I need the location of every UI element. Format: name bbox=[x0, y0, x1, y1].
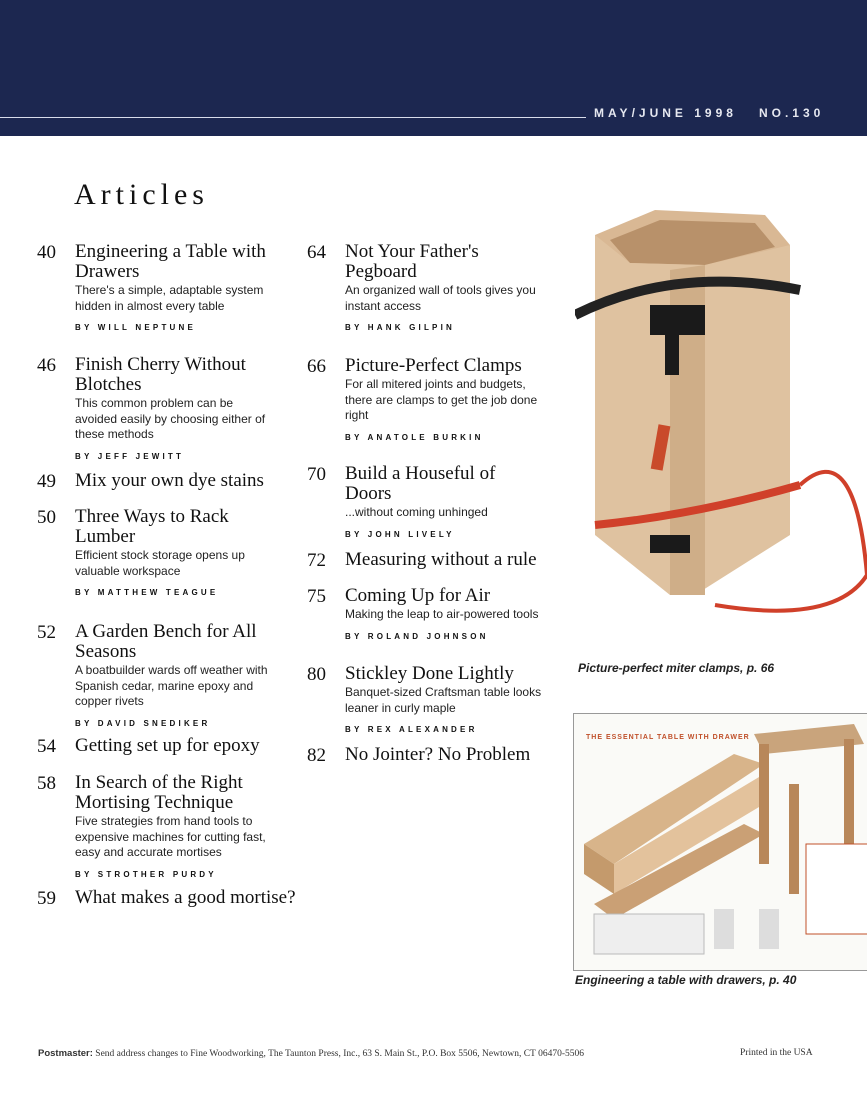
article-description: There's a simple, adaptable system hidden in almost every table bbox=[75, 283, 264, 313]
page-number: 75 bbox=[307, 586, 326, 607]
article-description: This common problem can be avoided easily by choosing either of these methods bbox=[75, 396, 266, 441]
article-description: Efficient stock storage opens up valuable workspace bbox=[75, 548, 245, 578]
article-entry[interactable] bbox=[37, 241, 275, 332]
article-entry[interactable] bbox=[307, 549, 575, 571]
diagram-illustration bbox=[574, 714, 867, 970]
page-number: 66 bbox=[307, 356, 326, 377]
photo-caption: Picture-perfect miter clamps, p. 66 bbox=[578, 661, 775, 675]
clamp-photo bbox=[575, 195, 867, 645]
article-byline: BY HANK GILPIN bbox=[345, 323, 455, 332]
diagram-caption: Engineering a table with drawers, p. 40 bbox=[575, 973, 797, 987]
article-byline: BY DAVID SNEDIKER bbox=[75, 718, 211, 728]
postmaster-label: Postmaster: bbox=[38, 1048, 93, 1059]
article-description: For all mitered joints and budgets, there are clamps to get the job done right bbox=[345, 377, 538, 422]
article-entry[interactable] bbox=[307, 744, 575, 766]
page-number: 82 bbox=[307, 745, 326, 766]
page-number: 54 bbox=[37, 736, 56, 757]
page-number: 40 bbox=[37, 242, 56, 263]
article-title[interactable]: Engineering a Table with Drawers bbox=[75, 241, 266, 282]
article-title[interactable]: Getting set up for epoxy bbox=[75, 735, 260, 756]
postmaster-text: Send address changes to Fine Woodworking, The Taunton Press, Inc., 63 S. Main St., P.O. Box 5506, Newtown, CT 06470-5506 bbox=[92, 1049, 584, 1059]
page-number: 52 bbox=[37, 622, 56, 643]
article-byline: BY REX ALEXANDER bbox=[345, 725, 478, 734]
article-title[interactable]: Picture-Perfect Clamps bbox=[345, 355, 522, 376]
article-description: ...without coming unhinged bbox=[345, 505, 488, 519]
article-entry[interactable] bbox=[307, 241, 545, 332]
article-entry[interactable] bbox=[307, 663, 545, 734]
article-byline: BY ANATOLE BURKIN bbox=[345, 432, 484, 442]
article-entry[interactable] bbox=[37, 470, 305, 492]
article-byline: BY JOHN LIVELY bbox=[345, 529, 455, 539]
article-title[interactable]: No Jointer? No Problem bbox=[345, 744, 531, 765]
article-title[interactable]: Coming Up for Air bbox=[345, 585, 491, 606]
article-title[interactable]: Stickley Done Lightly bbox=[345, 663, 514, 684]
article-description: An organized wall of tools gives you instant access bbox=[345, 283, 536, 313]
article-entry[interactable] bbox=[37, 621, 275, 728]
article-byline: BY JEFF JEWITT bbox=[75, 451, 185, 461]
article-entry[interactable] bbox=[37, 772, 285, 879]
article-title[interactable]: What makes a good mortise? bbox=[75, 887, 296, 908]
article-byline: BY STROTHER PURDY bbox=[75, 869, 217, 879]
issue-date: MAY/JUNE 1998 NO.130 bbox=[594, 106, 825, 120]
page-title: Articles bbox=[74, 178, 209, 211]
page-number: 58 bbox=[37, 773, 56, 794]
page-number: 64 bbox=[307, 242, 326, 263]
article-title[interactable]: A Garden Bench for All Seasons bbox=[75, 621, 257, 662]
article-title[interactable]: In Search of the Right Mortising Technique bbox=[75, 772, 243, 813]
article-entry[interactable] bbox=[307, 585, 565, 641]
article-entry[interactable] bbox=[37, 735, 305, 757]
article-description: Five strategies from hand tools to expensive machines for cutting fast, easy and accurate mortises bbox=[75, 814, 266, 859]
page-number: 72 bbox=[307, 550, 326, 571]
article-entry[interactable] bbox=[37, 887, 305, 909]
article-byline: BY ROLAND JOHNSON bbox=[345, 631, 489, 641]
article-title[interactable]: Measuring without a rule bbox=[345, 549, 537, 570]
article-entry[interactable] bbox=[37, 354, 275, 461]
article-title[interactable]: Three Ways to Rack Lumber bbox=[75, 506, 229, 547]
page-number: 46 bbox=[37, 355, 56, 376]
postmaster-notice bbox=[38, 1048, 584, 1059]
page-number: 70 bbox=[307, 464, 326, 485]
article-entry[interactable] bbox=[37, 506, 275, 597]
article-title[interactable]: Mix your own dye stains bbox=[75, 470, 264, 491]
page-number: 80 bbox=[307, 664, 326, 685]
article-description: Banquet-sized Craftsman table looks leaner in curly maple bbox=[345, 685, 542, 715]
table-diagram bbox=[573, 713, 867, 971]
article-title[interactable]: Finish Cherry Without Blotches bbox=[75, 354, 246, 395]
article-description: Making the leap to air-powered tools bbox=[345, 607, 539, 621]
article-entry[interactable] bbox=[307, 355, 555, 442]
printed-in: Printed in the USA bbox=[740, 1048, 813, 1058]
page-number: 59 bbox=[37, 888, 56, 909]
page-number: 50 bbox=[37, 507, 56, 528]
header-rule bbox=[0, 117, 586, 118]
article-title[interactable]: Build a Houseful of Doors bbox=[345, 463, 496, 504]
article-title[interactable]: Not Your Father's Pegboard bbox=[345, 241, 479, 282]
page-number: 49 bbox=[37, 471, 56, 492]
article-description: A boatbuilder wards off weather with Spanish cedar, marine epoxy and copper rivets bbox=[75, 663, 268, 708]
article-byline: BY WILL NEPTUNE bbox=[75, 323, 197, 332]
article-byline: BY MATTHEW TEAGUE bbox=[75, 588, 219, 597]
article-entry[interactable] bbox=[307, 463, 545, 539]
diagram-title: THE ESSENTIAL TABLE WITH DRAWER bbox=[586, 734, 750, 741]
